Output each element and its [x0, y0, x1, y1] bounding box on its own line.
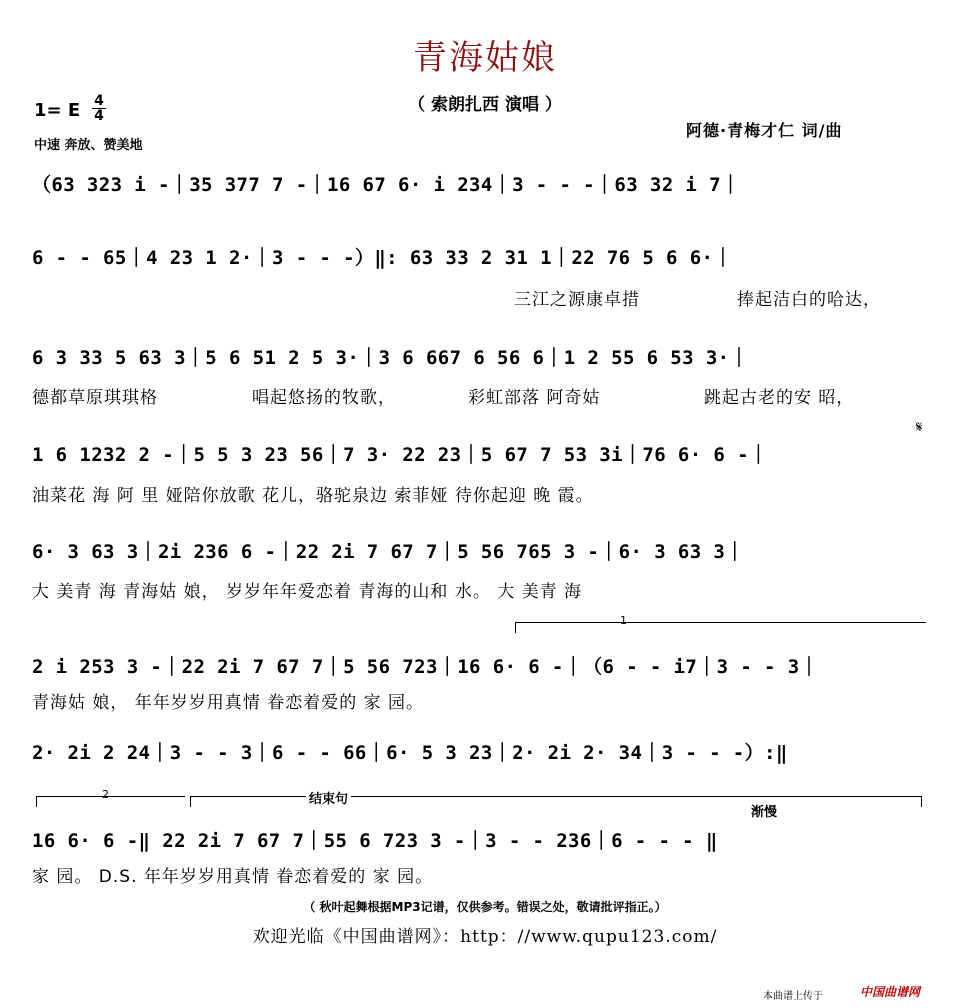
first-ending-bracket: [515, 622, 926, 633]
second-ending-bracket: [36, 796, 185, 807]
performer-line: （ 索朗扎西 演唱 ）: [408, 95, 562, 115]
second-ending-label: 2: [102, 788, 109, 801]
notes-line-6: 2 i 253 3 -｜22 2i 7 67 7｜5 56 723｜16 6· 6 -｜（6 - - i7｜3 - - 3｜: [32, 656, 819, 678]
lyric-segment: 捧起洁白的哈达，: [737, 290, 881, 310]
meter-bottom: 4: [92, 108, 106, 123]
ritardando-label: 渐慢: [748, 801, 780, 820]
lyric-segment: 跳起古老的安 昭，: [704, 388, 855, 408]
segno-icon: 𝄋: [916, 418, 923, 436]
tempo-marking: 中速 奔放、赞美地: [34, 138, 143, 153]
lyric-segment: 德都草原琪琪格: [32, 388, 158, 408]
first-ending-label: 1: [620, 614, 627, 627]
notes-line-4: 1 6 1232 2 -｜5 5 3 23 56｜7 3· 22 23｜5 67 7 53 3i｜76 6· 6 -｜: [32, 444, 769, 466]
coda-bracket: [190, 796, 922, 807]
notes-line-2: 6 - - 65｜4 23 1 2·｜3 - - -）‖: 63 33 2 31 1｜22 76 5 6 6·｜: [32, 247, 733, 269]
lyric-segment: 家 园。 D.S. 年年岁岁用真情 眷恋着爱的 家 园。: [32, 867, 434, 887]
notes-line-7: 2· 2i 2 24｜3 - - 3｜6 - - 66｜6· 5 3 23｜2· 2i 2· 34｜3 - - -）:‖: [32, 742, 788, 764]
notes-line-5: 6· 3 63 3｜2i 236 6 -｜22 2i 7 67 7｜5 56 765 3 -｜6· 3 63 3｜: [32, 541, 745, 563]
time-signature: [92, 94, 106, 123]
coda-label: 结束句: [306, 788, 351, 807]
transcription-note: （ 秋叶起舞根据MP3记谱，仅供参考。错误之处，敬请批评指正。）: [303, 900, 667, 914]
welcome-line: 欢迎光临《中国曲谱网》：http：//www.qupu123.com/: [252, 927, 718, 947]
lyric-segment: 青海姑 娘， 年年岁岁用真情 眷恋着爱的 家 园。: [32, 693, 425, 713]
lyric-segment: 大 美青 海 青海姑 娘， 岁岁年年爱恋着 青海的山和 水。 大 美青 海: [32, 582, 583, 602]
upload-note: 本曲谱上传于: [763, 991, 823, 1002]
notes-line-3: 6 3 33 5 63 3｜5 6 51 2 5 3·｜3 6 667 6 56 6｜1 2 55 6 53 3·｜: [32, 347, 749, 369]
lyric-segment: 油菜花 海 阿 里 娅陪你放歌 花儿，骆驼泉边 索菲娅 待你起迎 晚 霞。: [32, 486, 594, 506]
lyric-segment: 唱起悠扬的牧歌，: [252, 388, 396, 408]
notes-line-1: （63 323 i -｜35 377 7 -｜16 67 6· i 234｜3 - - -｜63 32 i 7｜: [32, 174, 741, 196]
meter-top: 4: [94, 93, 104, 109]
notes-line-8: 16 6· 6 -‖ 22 2i 7 67 7｜55 6 723 3 -｜3 - - 236｜6 - - - ‖: [32, 830, 718, 852]
key-signature: 1= E: [34, 100, 81, 121]
lyric-segment: 彩虹部落 阿奇姑: [468, 388, 601, 408]
page-title: 青海姑娘: [413, 38, 557, 78]
site-logo: 中国曲谱网: [860, 985, 921, 999]
lyric-segment: 三江之源康卓措: [514, 290, 640, 310]
composer-credit: 阿德·青梅才仁 词/曲: [686, 121, 843, 140]
